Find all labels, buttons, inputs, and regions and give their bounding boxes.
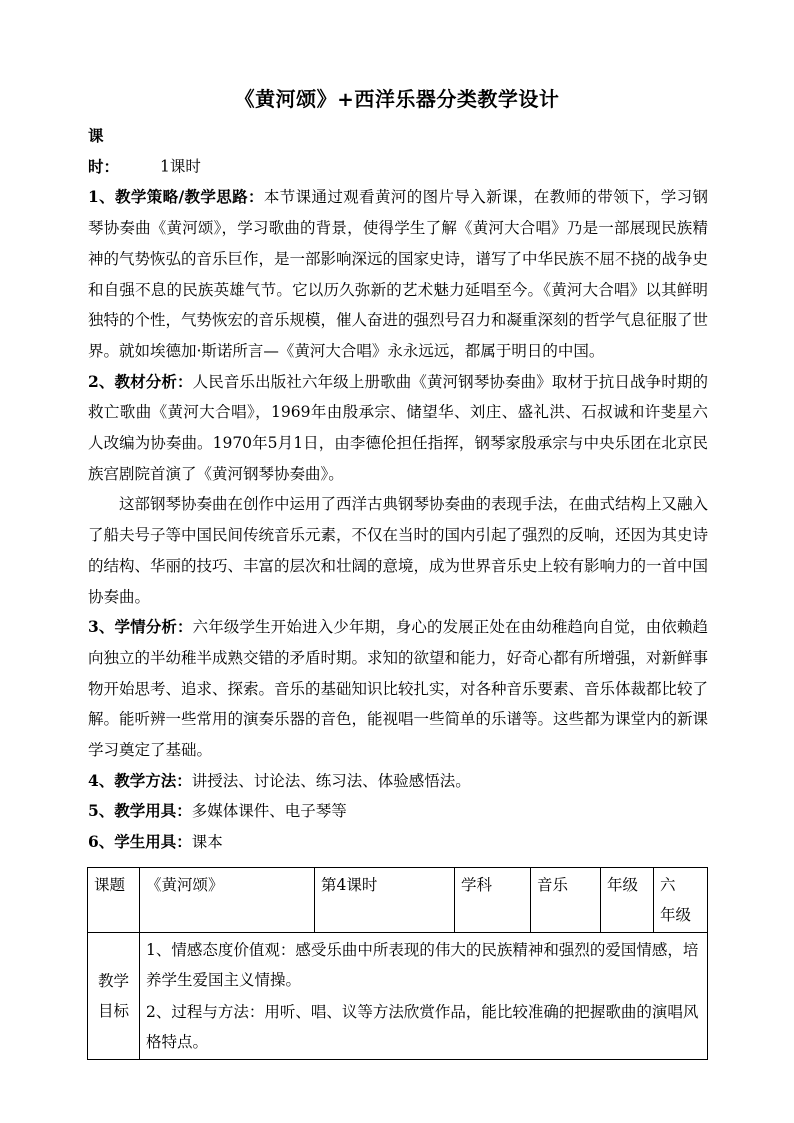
section-text: 六年级学生开始进入少年期，身心的发展正处在由幼稚趋向自觉，由依赖趋向独立的半幼稚半成熟交错的矛盾时期。求知的欲望和能力，好奇心都有所增强，对新鲜事物开始思考、追求、探索。音乐的基础知识比较扎实，对各种音乐要素、音乐体裁都比较了解。能听辨一些常用的演奏乐器的音色，能视唱一些简单的乐谱等。这些都为课堂内的新课学习奠定了基础。 [88,618,709,760]
grade-value: 六 年级 [654,868,708,933]
section-text: 讲授法、讨论法、练习法、体验感悟法。 [191,771,471,790]
section-text: 这部钢琴协奏曲在创作中运用了西洋古典钢琴协奏曲的表现手法，在曲式结构上又融入了船夫号子等中国民间传统音乐元素，不仅在当时的国内引起了强烈的反响，还因为其史诗的结构、华丽的技巧、丰富的层次和壮阔的意境，成为世界音乐史上较有影响力的一首中国协奏曲。 [88,495,709,606]
section-text: 本节课通过观看黄河的图片导入新课，在教师的带领下，学习钢琴协奏曲《黄河颂》，学习歌曲的背景，使得学生了解《黄河大合唱》乃是一部展现民族精神的气势恢弘的音乐巨作，是一部影响深远的国家史诗，谱写了中华民族不屈不挠的战争史和自强不息的民族英雄气节。它以历久弥新的艺术魅力延唱至今。《黄河大合唱》以其鲜明独特的个性，气势恢宏的音乐规模，催人奋进的强烈号召力和凝重深刻的哲学气息征服了世界。就如埃德加·斯诺所言—《黄河大合唱》永永远远，都属于明日的中国。 [88,188,709,360]
section-teaching-strategy [88,182,708,366]
section-teaching-tools [88,796,708,827]
lesson-number: 第4课时 [315,868,455,933]
section-text: 课本 [191,833,223,852]
section-label: 1、教学策略/教学思路： [88,187,264,207]
document-title: 《黄河颂》+西洋乐器分类教学设计 [234,87,560,111]
discipline-label: 学科 [455,868,531,933]
teaching-goal-item: 1、情感态度价值观：感受乐曲中所表现的伟大的民族精神和强烈的爱国情感，培养学生爱国主义情操。 [146,941,699,989]
class-hours-line [88,121,708,182]
section-teaching-methods [88,766,708,797]
section-label: 2、教材分析： [88,371,193,391]
grade-label: 年级 [601,868,654,933]
teaching-goal-item: 2、过程与方法：用听、唱、议等方法欣赏作品，能比较准确的把握歌曲的演唱风格特点。 [146,1003,699,1051]
section-student-tools [88,827,708,858]
section-learner-analysis [88,612,708,766]
section-label: 4、教学方法： [88,770,192,790]
teaching-goals-label: 教学目标 [88,933,140,1060]
section-material-analysis-continued [88,489,708,612]
class-hours-value: 1课时 [160,157,201,176]
table-row [88,933,708,1060]
section-label: 3、学情分析： [88,617,193,637]
discipline-value: 音乐 [531,868,601,933]
subject-topic-label: 课题 [88,868,140,933]
class-hours-label: 课 时： [88,126,135,176]
section-label: 6、学生用具： [88,832,192,852]
table-row [88,868,708,933]
teaching-goals-content [140,933,708,1060]
lesson-info-table [87,867,708,1060]
section-text: 多媒体课件、电子琴等 [191,802,347,821]
subject-topic-value: 《黄河颂》 [140,868,315,933]
section-text: 人民音乐出版社六年级上册歌曲《黄河钢琴协奏曲》取材于抗日战争时期的救亡歌曲《黄河大合唱》，1969年由殷承宗、储望华、刘庄、盛礼洪、石叔诚和许斐星六人改编为协奏曲。1970年5月1日，由李德伦担任指挥，钢琴家殷承宗与中央乐团在北京民族宫剧院首演了《黄河钢琴协奏曲》。 [88,372,708,483]
section-label: 5、教学用具： [88,801,192,821]
document-body [88,121,708,858]
section-material-analysis [88,367,708,490]
